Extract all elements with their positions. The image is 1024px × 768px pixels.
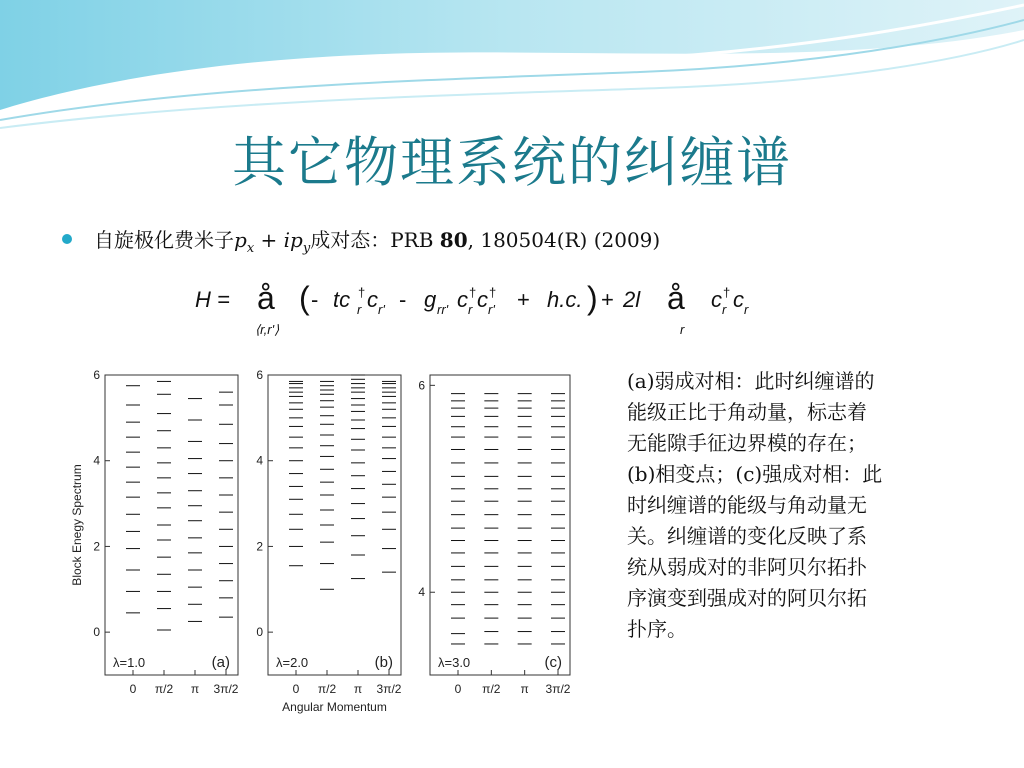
formula-term-g: g — [424, 287, 437, 312]
bullet-math: $p_x + ip_y$ — [234, 228, 311, 256]
bullet-dot-icon — [62, 234, 72, 244]
y-tick-label: 4 — [418, 585, 425, 600]
lambda-label: λ=1.0 — [113, 655, 146, 670]
y-tick-label: 0 — [93, 625, 100, 640]
x-tick-label: 3π/2 — [376, 682, 402, 696]
slide-title: 其它物理系统的纠缠谱 — [232, 131, 792, 194]
panel-label: (a) — [211, 654, 230, 671]
bullet-citation: , 180504(R) (2009) — [467, 228, 661, 252]
formula-sub-r-2: r — [468, 302, 473, 317]
caption-line: (a)弱成对相：此时纠缠谱的 — [627, 369, 875, 393]
entanglement-spectrum-figure — [30, 350, 612, 750]
x-tick-label: 3π/2 — [545, 682, 571, 696]
y-tick-label: 6 — [418, 378, 425, 393]
formula-sub-rprime: r' — [378, 302, 385, 317]
x-tick-label: π/2 — [154, 682, 174, 696]
lambda-label: λ=3.0 — [438, 655, 471, 670]
hamiltonian-formula — [195, 276, 795, 346]
formula-sub-rprime-2: r' — [488, 302, 495, 317]
x-tick-label: 0 — [454, 682, 462, 696]
x-tick-label: 0 — [129, 682, 137, 696]
panel-label: (b) — [374, 654, 393, 671]
x-tick-label: π/2 — [317, 682, 337, 696]
caption-line: 统从弱成对的非阿贝尔拓扑 — [627, 555, 867, 579]
formula-sum2: å — [667, 280, 685, 316]
bullet-volume: 80 — [439, 228, 468, 252]
formula-dagger-4: † — [723, 285, 731, 300]
formula-term-l: 2l — [623, 287, 641, 312]
formula-sub-r: r — [357, 302, 362, 317]
caption-line: 扑序。 — [627, 617, 687, 641]
y-tick-label: 4 — [93, 453, 100, 468]
y-tick-label: 0 — [256, 625, 263, 640]
formula-c-g: c — [457, 287, 468, 312]
y-axis-label: Block Enegy Spectrum — [70, 464, 84, 586]
bullet-text — [94, 223, 660, 266]
x-axis-label: Angular Momentum — [282, 700, 387, 714]
x-tick-label: 0 — [292, 682, 300, 696]
y-tick-label: 6 — [256, 368, 263, 382]
formula-sum1-index: ⟨r,r'⟩ — [255, 322, 280, 337]
x-tick-label: 3π/2 — [213, 682, 239, 696]
formula-paren-open: ( — [299, 280, 310, 316]
caption-line: 时纠缠谱的能级与角动量无 — [627, 493, 867, 517]
formula-term-t: tc — [333, 287, 351, 312]
formula-dagger-2: † — [469, 285, 477, 300]
formula-plus-2: + — [601, 287, 614, 312]
formula-c-g2: c — [477, 287, 488, 312]
formula-c-rprime: c — [367, 287, 378, 312]
header-wave-banner — [0, 0, 1024, 130]
caption-line: 关。纠缠谱的变化反映了系 — [627, 524, 867, 548]
math-sub-x: x — [246, 241, 255, 256]
formula-c-l2: c — [733, 287, 744, 312]
bullet-item — [62, 223, 1002, 257]
formula-minus-2: - — [399, 287, 407, 312]
bullet-suffix: 成对态：PRB — [310, 228, 440, 252]
panel-label: (c) — [544, 654, 562, 671]
formula-c-l: c — [711, 287, 722, 312]
y-tick-label: 6 — [93, 368, 100, 382]
formula-paren-close: ) — [587, 280, 598, 316]
x-tick-label: π — [190, 682, 200, 696]
formula-sub-r-3: r — [722, 302, 727, 317]
caption-line: (b)相变点；(c)强成对相：此 — [627, 462, 883, 486]
lambda-label: λ=2.0 — [276, 655, 309, 670]
y-tick-label: 2 — [93, 539, 100, 554]
formula-plus: + — [517, 287, 530, 312]
x-tick-label: π — [353, 682, 363, 696]
y-tick-label: 2 — [256, 539, 263, 554]
bullet-prefix: 自旋极化费米子 — [94, 228, 234, 252]
figure-caption — [627, 366, 952, 645]
formula-sum2-index: r — [680, 322, 685, 337]
math-p: p — [234, 228, 247, 252]
formula-sub-r-4: r — [744, 302, 749, 317]
formula-hc: h.c. — [547, 287, 583, 312]
formula-sub-rrprime: rr' — [437, 302, 449, 317]
y-tick-label: 4 — [256, 453, 263, 468]
math-ip: ip — [283, 228, 303, 252]
formula-lhs: H = — [195, 287, 230, 312]
caption-line: 无能隙手征边界模的存在； — [627, 431, 867, 455]
formula-dagger-3: † — [489, 285, 497, 300]
formula-dagger: † — [358, 285, 366, 300]
caption-line: 能级正比于角动量，标志着 — [627, 400, 867, 424]
caption-line: 序演变到强成对的阿贝尔拓 — [627, 586, 867, 610]
formula-minus: - — [311, 287, 319, 312]
x-tick-label: π/2 — [482, 682, 501, 696]
math-sub-y: y — [302, 241, 311, 256]
x-tick-label: π — [520, 682, 529, 696]
formula-sum1: å — [257, 280, 275, 316]
